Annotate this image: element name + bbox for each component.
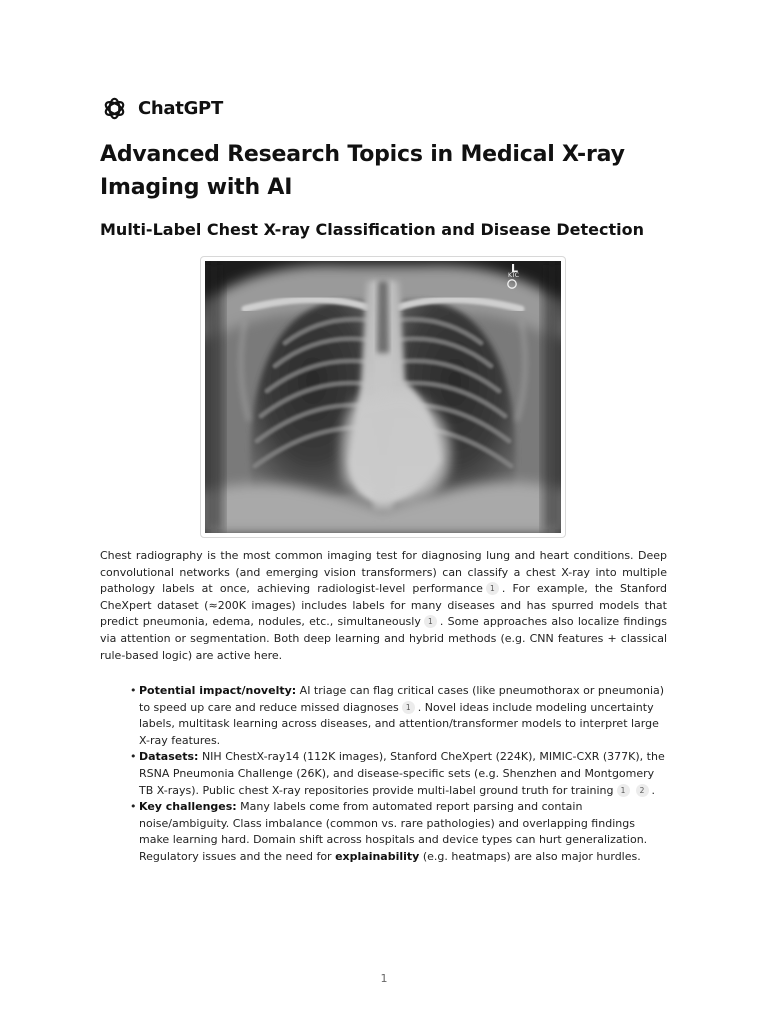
intro-text-2: . For example, the Stanford CheXpert dataset (≈200K images) includes labels for many diseases and has spurred models that predict pneumonia, edema, nodules, etc., simultaneously bbox=[100, 582, 667, 629]
bullet-text: . Novel ideas include modeling uncertainty labels, multitask learning across diseases, and attention/transformer models to interpret large X-ray features. bbox=[139, 700, 659, 747]
intro-paragraph bbox=[100, 548, 667, 664]
xray-figure bbox=[200, 256, 566, 538]
list-item bbox=[139, 683, 667, 749]
brand-logo bbox=[101, 95, 223, 121]
section-heading: Multi-Label Chest X-ray Classification and Disease Detection bbox=[100, 220, 645, 239]
bullet-list bbox=[139, 683, 667, 866]
chest-xray-pa-image bbox=[205, 261, 561, 533]
bullet-text: (e.g. heatmaps) are also major hurdles. bbox=[419, 849, 641, 863]
brand-name: ChatGPT bbox=[138, 97, 223, 119]
xray-side-marker: L bbox=[511, 262, 519, 275]
citation-badge[interactable]: 1 bbox=[424, 615, 437, 628]
bullet-label: Key challenges: bbox=[139, 800, 237, 814]
citation-badge[interactable]: 1 bbox=[617, 784, 630, 797]
citation-badge[interactable]: 1 bbox=[486, 582, 499, 595]
list-item bbox=[139, 799, 667, 865]
openai-knot-icon bbox=[101, 95, 128, 122]
xray-marker-code: KTC bbox=[508, 272, 519, 279]
bullet-label: Potential impact/novelty: bbox=[139, 684, 297, 697]
bullet-text: AI triage can flag critical cases (like pneumothorax or pneumonia) to speed up care and reduce missed diagnoses bbox=[139, 684, 665, 714]
bullet-emphasis: explainability bbox=[335, 849, 420, 863]
list-item bbox=[139, 749, 667, 799]
intro-text-3: . Some approaches also localize findings via attention or segmentation. Both deep learning and hybrid methods (e.g. CNN features + classical rule-based logic) are active here. bbox=[100, 615, 668, 662]
bullet-label: Datasets: bbox=[139, 750, 199, 764]
citation-badge[interactable]: 1 bbox=[402, 701, 415, 714]
document-title: Advanced Research Topics in Medical X-ray Imaging with AI bbox=[100, 142, 625, 200]
bullet-text: NIH ChestX-ray14 (112K images), Stanford CheXpert (224K), MIMIC-CXR (377K), the RSNA Pneumonia Challenge (26K), and disease-specific sets (e.g. Shenzhen and Montgomery TB X-rays). Public chest X-ray repositories provide multi-label ground truth for training bbox=[139, 750, 665, 797]
page-number: 1 bbox=[380, 972, 388, 985]
bullet-text: Many labels come from automated report parsing and contain noise/ambiguity. Class imbalance (common vs. rare pathologies) and overlapping findings make learning hard. Domain shift across hospitals and device types can hurt generalization. Regulatory issues and the need for bbox=[139, 800, 648, 863]
bullet-text: . bbox=[651, 783, 656, 797]
intro-text-1: Chest radiography is the most common imaging test for diagnosing lung and heart conditions. Deep convolutional networks (and emerging vision transformers) can classify a chest X-ray into multiple pathology labels at once, achieving radiologist-level performance bbox=[100, 549, 667, 596]
citation-badge[interactable]: 2 bbox=[636, 784, 649, 797]
